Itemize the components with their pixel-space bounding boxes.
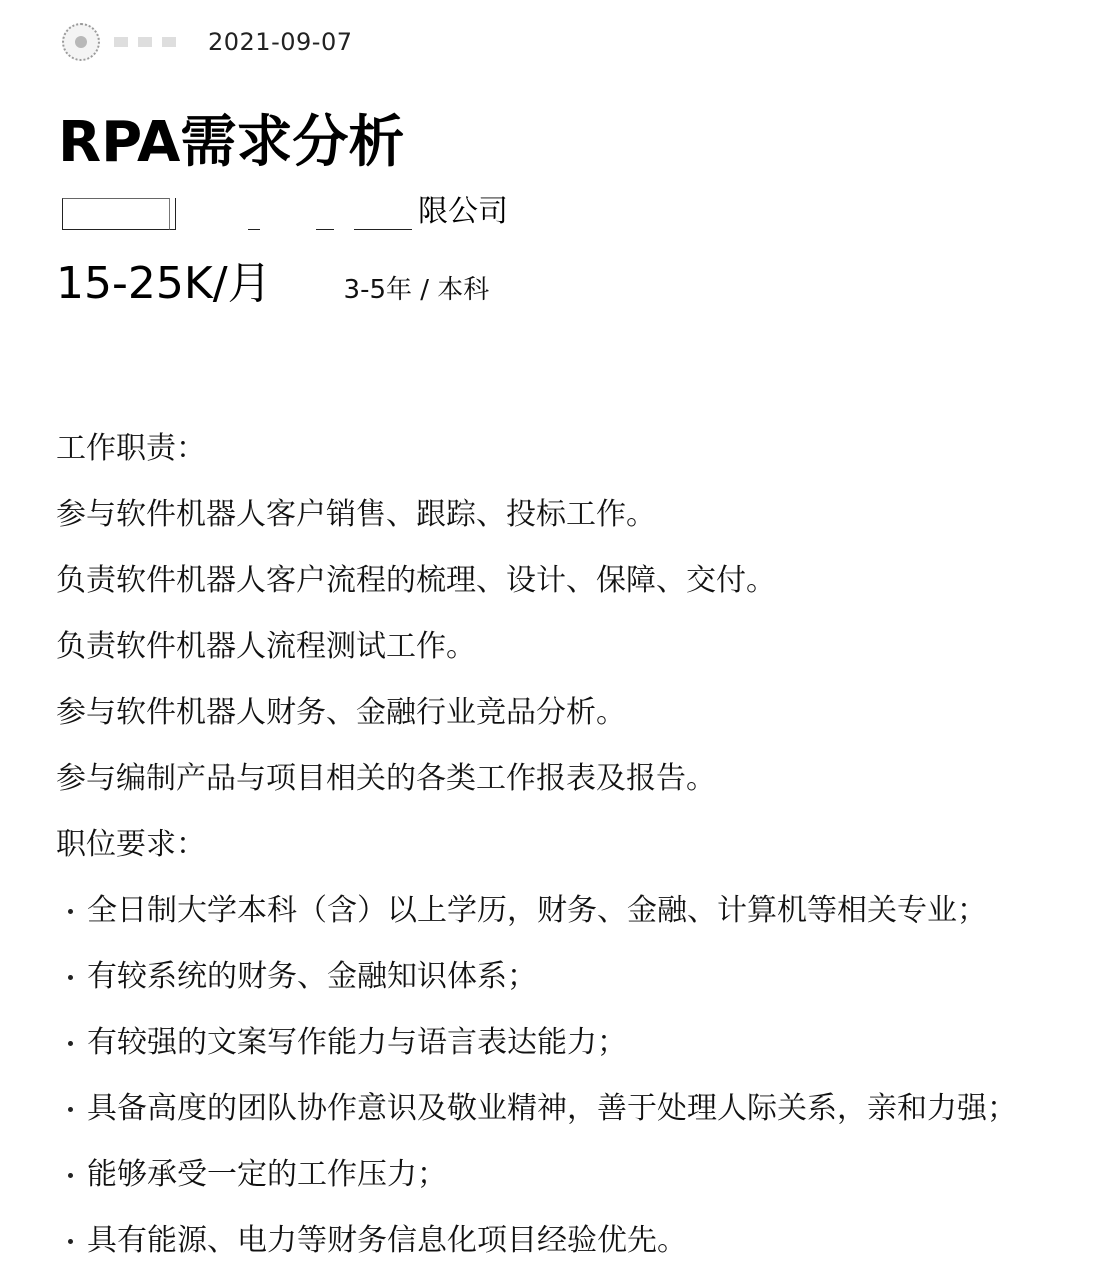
requirements-heading: 职位要求：: [56, 827, 206, 862]
requirement-item: [56, 878, 1106, 944]
requirement-text: 有较系统的财务、金融知识体系；: [87, 959, 537, 994]
requirement-item: [56, 1208, 1106, 1274]
responsibility-item: 参与软件机器人财务、金融行业竞品分析。: [56, 695, 626, 730]
company-name: [62, 192, 522, 236]
bullet-dot-icon: [68, 909, 73, 914]
job-description: [56, 416, 1106, 1274]
requirement-text: 能够承受一定的工作压力；: [87, 1157, 447, 1192]
salary-row: [56, 254, 489, 314]
author-name-redacted: [114, 35, 194, 49]
requirement-item: [56, 1010, 1106, 1076]
company-redaction-line: [170, 198, 176, 230]
responsibility-item: 负责软件机器人流程测试工作。: [56, 629, 476, 664]
responsibility-item: 负责软件机器人客户流程的梳理、设计、保障、交付。: [56, 563, 776, 598]
experience-education: 3-5年 / 本科: [343, 275, 490, 305]
company-redaction-block: [62, 198, 170, 230]
post-date: 2021-09-07: [208, 28, 353, 56]
company-redaction-line: [316, 198, 334, 230]
bullet-dot-icon: [68, 975, 73, 980]
requirement-text: 具有能源、电力等财务信息化项目经验优先。: [87, 1223, 687, 1258]
bullet-dot-icon: [68, 1041, 73, 1046]
job-title: RPA需求分析: [58, 110, 405, 175]
responsibility-item: 参与编制产品与项目相关的各类工作报表及报告。: [56, 761, 716, 796]
company-redaction-line: [248, 198, 260, 230]
requirement-item: [56, 944, 1106, 1010]
requirement-text: 全日制大学本科（含）以上学历，财务、金融、计算机等相关专业；: [87, 893, 987, 928]
post-meta: [62, 22, 352, 62]
bullet-dot-icon: [68, 1107, 73, 1112]
user-avatar-icon[interactable]: [62, 23, 100, 61]
requirement-item: [56, 1142, 1106, 1208]
bullet-dot-icon: [68, 1173, 73, 1178]
bullet-dot-icon: [68, 1239, 73, 1244]
company-name-suffix: 限公司: [418, 194, 508, 229]
company-redaction-line: [354, 198, 412, 230]
requirement-text: 有较强的文案写作能力与语言表达能力；: [87, 1025, 627, 1060]
responsibilities-heading: 工作职责：: [56, 431, 206, 466]
salary: 15-25K/月: [56, 258, 272, 309]
requirement-item: [56, 1076, 1106, 1142]
responsibility-item: 参与软件机器人客户销售、跟踪、投标工作。: [56, 497, 656, 532]
requirement-text: 具备高度的团队协作意识及敬业精神，善于处理人际关系，亲和力强；: [87, 1091, 1017, 1126]
